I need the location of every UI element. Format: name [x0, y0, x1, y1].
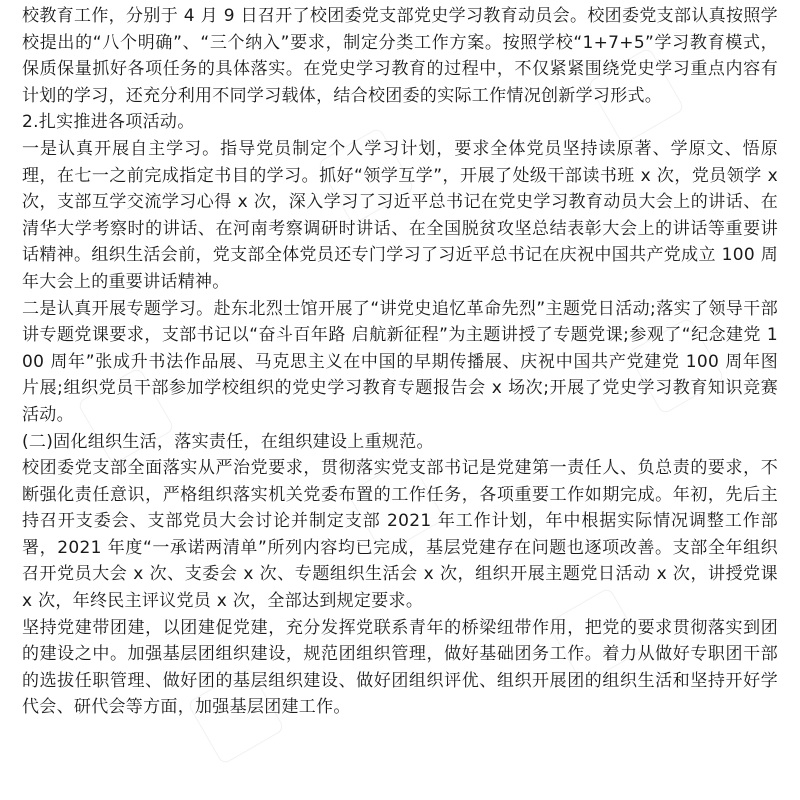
paragraph-responsibility: 校团委党支部全面落实从严治党要求，贯彻落实党支部书记是党建第一责任人、负总责的要求，不断强化责任意识，严格组织落实机关党委布置的工作任务，各项重要工作如期完成。年初，先后主持召开支委会、支部党员大会讨论并制定支部 2021 年工作计划，年中根据实际情况调整工作部署，2021 年度“一承诺两清单”所列内容均已完成，基层党建存在问题也逐项改善。支部全年组织召开党员大会 x 次、支委会 x 次、专题组织生活会 x 次，组织开展主题党日活动 x 次，讲授党课 x 次，年终民主评议党员 x 次，全部达到规定要求。: [22, 458, 778, 612]
paragraph-self-study: 一是认真开展自主学习。指导党员制定个人学习计划，要求全体党员坚持读原著、学原文、悟原理，在七一之前完成指定书目的学习。抓好“领学互学”，开展了处级干部读书班 x 次，党员领学 x 次，支部互学交流学习心得 x 次，深入学习了习近平总书记在党史学习教育动员大会上的讲话、在清华大学考察时的讲话、在河南考察调研时讲话、在全国脱贫攻坚总结表彰大会上的讲话等重要讲话精神。组织生活会前，党支部全体党员还专门学习了习近平总书记在庆祝中国共产党成立 100 周年大会上的重要讲话精神。: [22, 138, 778, 292]
paragraph-topic-study: 二是认真开展专题学习。赴东北烈士馆开展了“讲党史追忆革命先烈”主题党日活动;落实了领导干部讲专题党课要求，支部书记以“奋斗百年路 启航新征程”为主题讲授了专题党课;参观了“纪念建党 100 周年”张成升书法作品展、马克思主义在中国的早期传播展、庆祝中国共产党建党 100 周年图片展;组织党员干部参加学校组织的党史学习教育专题报告会 x 场次;开展了党史学习教育知识竞赛活动。: [22, 298, 778, 425]
paragraph-intro: 校教育工作，分别于 4 月 9 日召开了校团委党支部党史学习教育动员会。校团委党支部认真按照学校提出的“八个明确”、“三个纳入”要求，制定分类工作方案。按照学校“1+7+5”学习教育模式，保质保量抓好各项任务的具体落实。在党史学习教育的过程中，不仅紧紧围绕党史学习重点内容有计划的学习，还充分利用不同学习载体，结合校团委的实际工作情况创新学习形式。: [22, 6, 778, 106]
heading-section-2: 2.扎实推进各项活动。: [22, 112, 195, 133]
heading-organization: (二)固化组织生活，落实责任，在组织建设上重规范。: [22, 431, 434, 452]
paragraph-league-building: 坚持党建带团建，以团建促党建，充分发挥党联系青年的桥梁纽带作用，把党的要求贯彻落实到团的建设之中。加强基层团组织建设，规范团组织管理，做好基础团务工作。着力从做好专职团干部的选拔任职管理、做好团的基层组织建设、做好团组织评优、组织开展团的组织生活和坚持开好学代会、研代会等方面，加强基层团建工作。: [22, 617, 778, 718]
